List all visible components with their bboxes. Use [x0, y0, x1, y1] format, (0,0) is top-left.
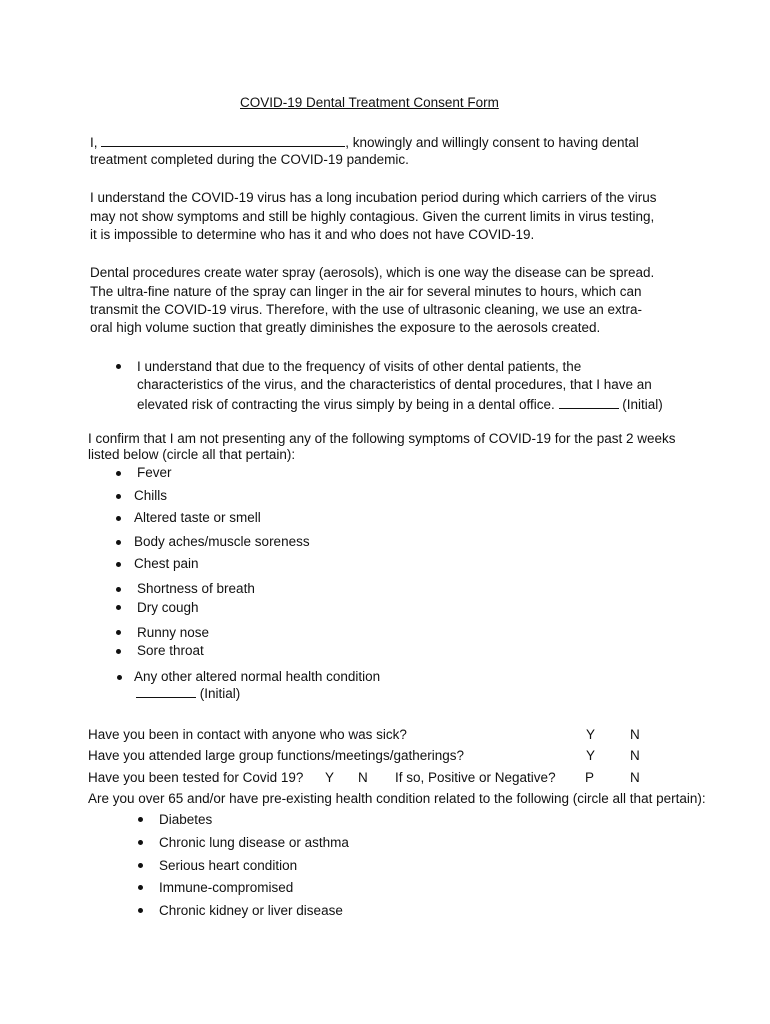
bullet-icon: [116, 562, 121, 567]
symptoms-initial-line: [136, 684, 240, 703]
question-contact-sick: Have you been in contact with anyone who was sick?: [88, 727, 407, 742]
risk-text: elevated risk of contracting the virus simply by being in a dental office.: [137, 397, 555, 412]
no-option[interactable]: N: [630, 727, 640, 742]
negative-option[interactable]: N: [630, 770, 640, 785]
question-tested: Have you been tested for Covid 19?: [88, 770, 304, 785]
symptoms-initial-label: (Initial): [199, 686, 241, 701]
yes-option[interactable]: Y: [325, 770, 335, 785]
yes-option[interactable]: Y: [586, 748, 596, 763]
symptom-item[interactable]: Fever: [137, 465, 172, 480]
risk-initial-blank[interactable]: [559, 395, 619, 409]
bullet-icon: [116, 630, 121, 635]
condition-item[interactable]: Diabetes: [159, 812, 213, 827]
condition-item[interactable]: Serious heart condition: [159, 858, 298, 873]
symptoms-intro-line: I confirm that I am not presenting any of the following symptoms of COVID-19 for the past 2 weeks: [88, 431, 676, 446]
consent-prefix: I,: [90, 135, 98, 150]
question-result: If so, Positive or Negative?: [395, 770, 556, 785]
incubation-line: may not show symptoms and still be highly contagious. Given the current limits in virus testing,: [90, 209, 655, 224]
bullet-icon: [138, 863, 143, 868]
procedures-line: Dental procedures create water spray (aerosols), which is one way the disease can be spread.: [90, 265, 655, 280]
condition-item[interactable]: Chronic lung disease or asthma: [159, 835, 349, 850]
condition-item[interactable]: Immune-compromised: [159, 880, 294, 895]
risk-initial-label: (Initial): [622, 397, 663, 412]
procedures-line: oral high volume suction that greatly diminishes the exposure to the aerosols created.: [90, 320, 601, 335]
form-title: COVID-19 Dental Treatment Consent Form: [240, 95, 499, 110]
symptom-item[interactable]: Chest pain: [134, 556, 199, 571]
bullet-icon: [116, 649, 121, 654]
procedures-line: The ultra-fine nature of the spray can linger in the air for several minutes to hours, which can: [90, 284, 642, 299]
no-option[interactable]: N: [358, 770, 368, 785]
symptoms-intro-line: listed below (circle all that pertain):: [88, 447, 296, 462]
name-blank[interactable]: [101, 133, 345, 147]
yes-option[interactable]: Y: [586, 727, 596, 742]
bullet-icon: [117, 675, 122, 680]
bullet-icon: [116, 540, 121, 545]
symptom-item[interactable]: Dry cough: [137, 600, 199, 615]
symptom-item[interactable]: Any other altered normal health condition: [134, 669, 381, 684]
risk-line: [137, 395, 663, 414]
symptom-item[interactable]: Body aches/muscle soreness: [134, 534, 310, 549]
bullet-icon: [116, 471, 121, 476]
symptom-item[interactable]: Sore throat: [137, 643, 204, 658]
bullet-icon: [138, 840, 143, 845]
incubation-line: it is impossible to determine who has it and who does not have COVID-19.: [90, 227, 535, 242]
bullet-icon: [116, 587, 121, 592]
symptom-item[interactable]: Runny nose: [137, 625, 210, 640]
bullet-icon: [138, 885, 143, 890]
consent-suffix: , knowingly and willingly consent to having dental: [345, 135, 639, 150]
symptom-item[interactable]: Chills: [134, 488, 168, 503]
risk-line: characteristics of the virus, and the characteristics of dental procedures, that I have an: [137, 377, 652, 392]
condition-item[interactable]: Chronic kidney or liver disease: [159, 903, 343, 918]
symptoms-initial-blank[interactable]: [136, 684, 196, 698]
consent-line: [90, 133, 639, 152]
bullet-icon: [116, 605, 121, 610]
risk-line: I understand that due to the frequency of visits of other dental patients, the: [137, 359, 582, 374]
bullet-icon: [116, 494, 121, 499]
symptom-item[interactable]: Shortness of breath: [137, 581, 255, 596]
positive-option[interactable]: P: [585, 770, 595, 785]
question-preexisting: Are you over 65 and/or have pre-existing health condition related to the following (circle all that pertain):: [88, 791, 706, 806]
bullet-icon: [116, 364, 121, 369]
procedures-line: transmit the COVID-19 virus. Therefore, with the use of ultrasonic cleaning, we use an extra-: [90, 302, 643, 317]
bullet-icon: [138, 908, 143, 913]
question-gatherings: Have you attended large group functions/meetings/gatherings?: [88, 748, 464, 763]
bullet-icon: [116, 516, 121, 521]
symptom-item[interactable]: Altered taste or smell: [134, 510, 261, 525]
incubation-line: I understand the COVID-19 virus has a long incubation period during which carriers of the virus: [90, 190, 657, 205]
no-option[interactable]: N: [630, 748, 640, 763]
bullet-icon: [138, 817, 143, 822]
consent-line-2: treatment completed during the COVID-19 pandemic.: [90, 152, 409, 167]
